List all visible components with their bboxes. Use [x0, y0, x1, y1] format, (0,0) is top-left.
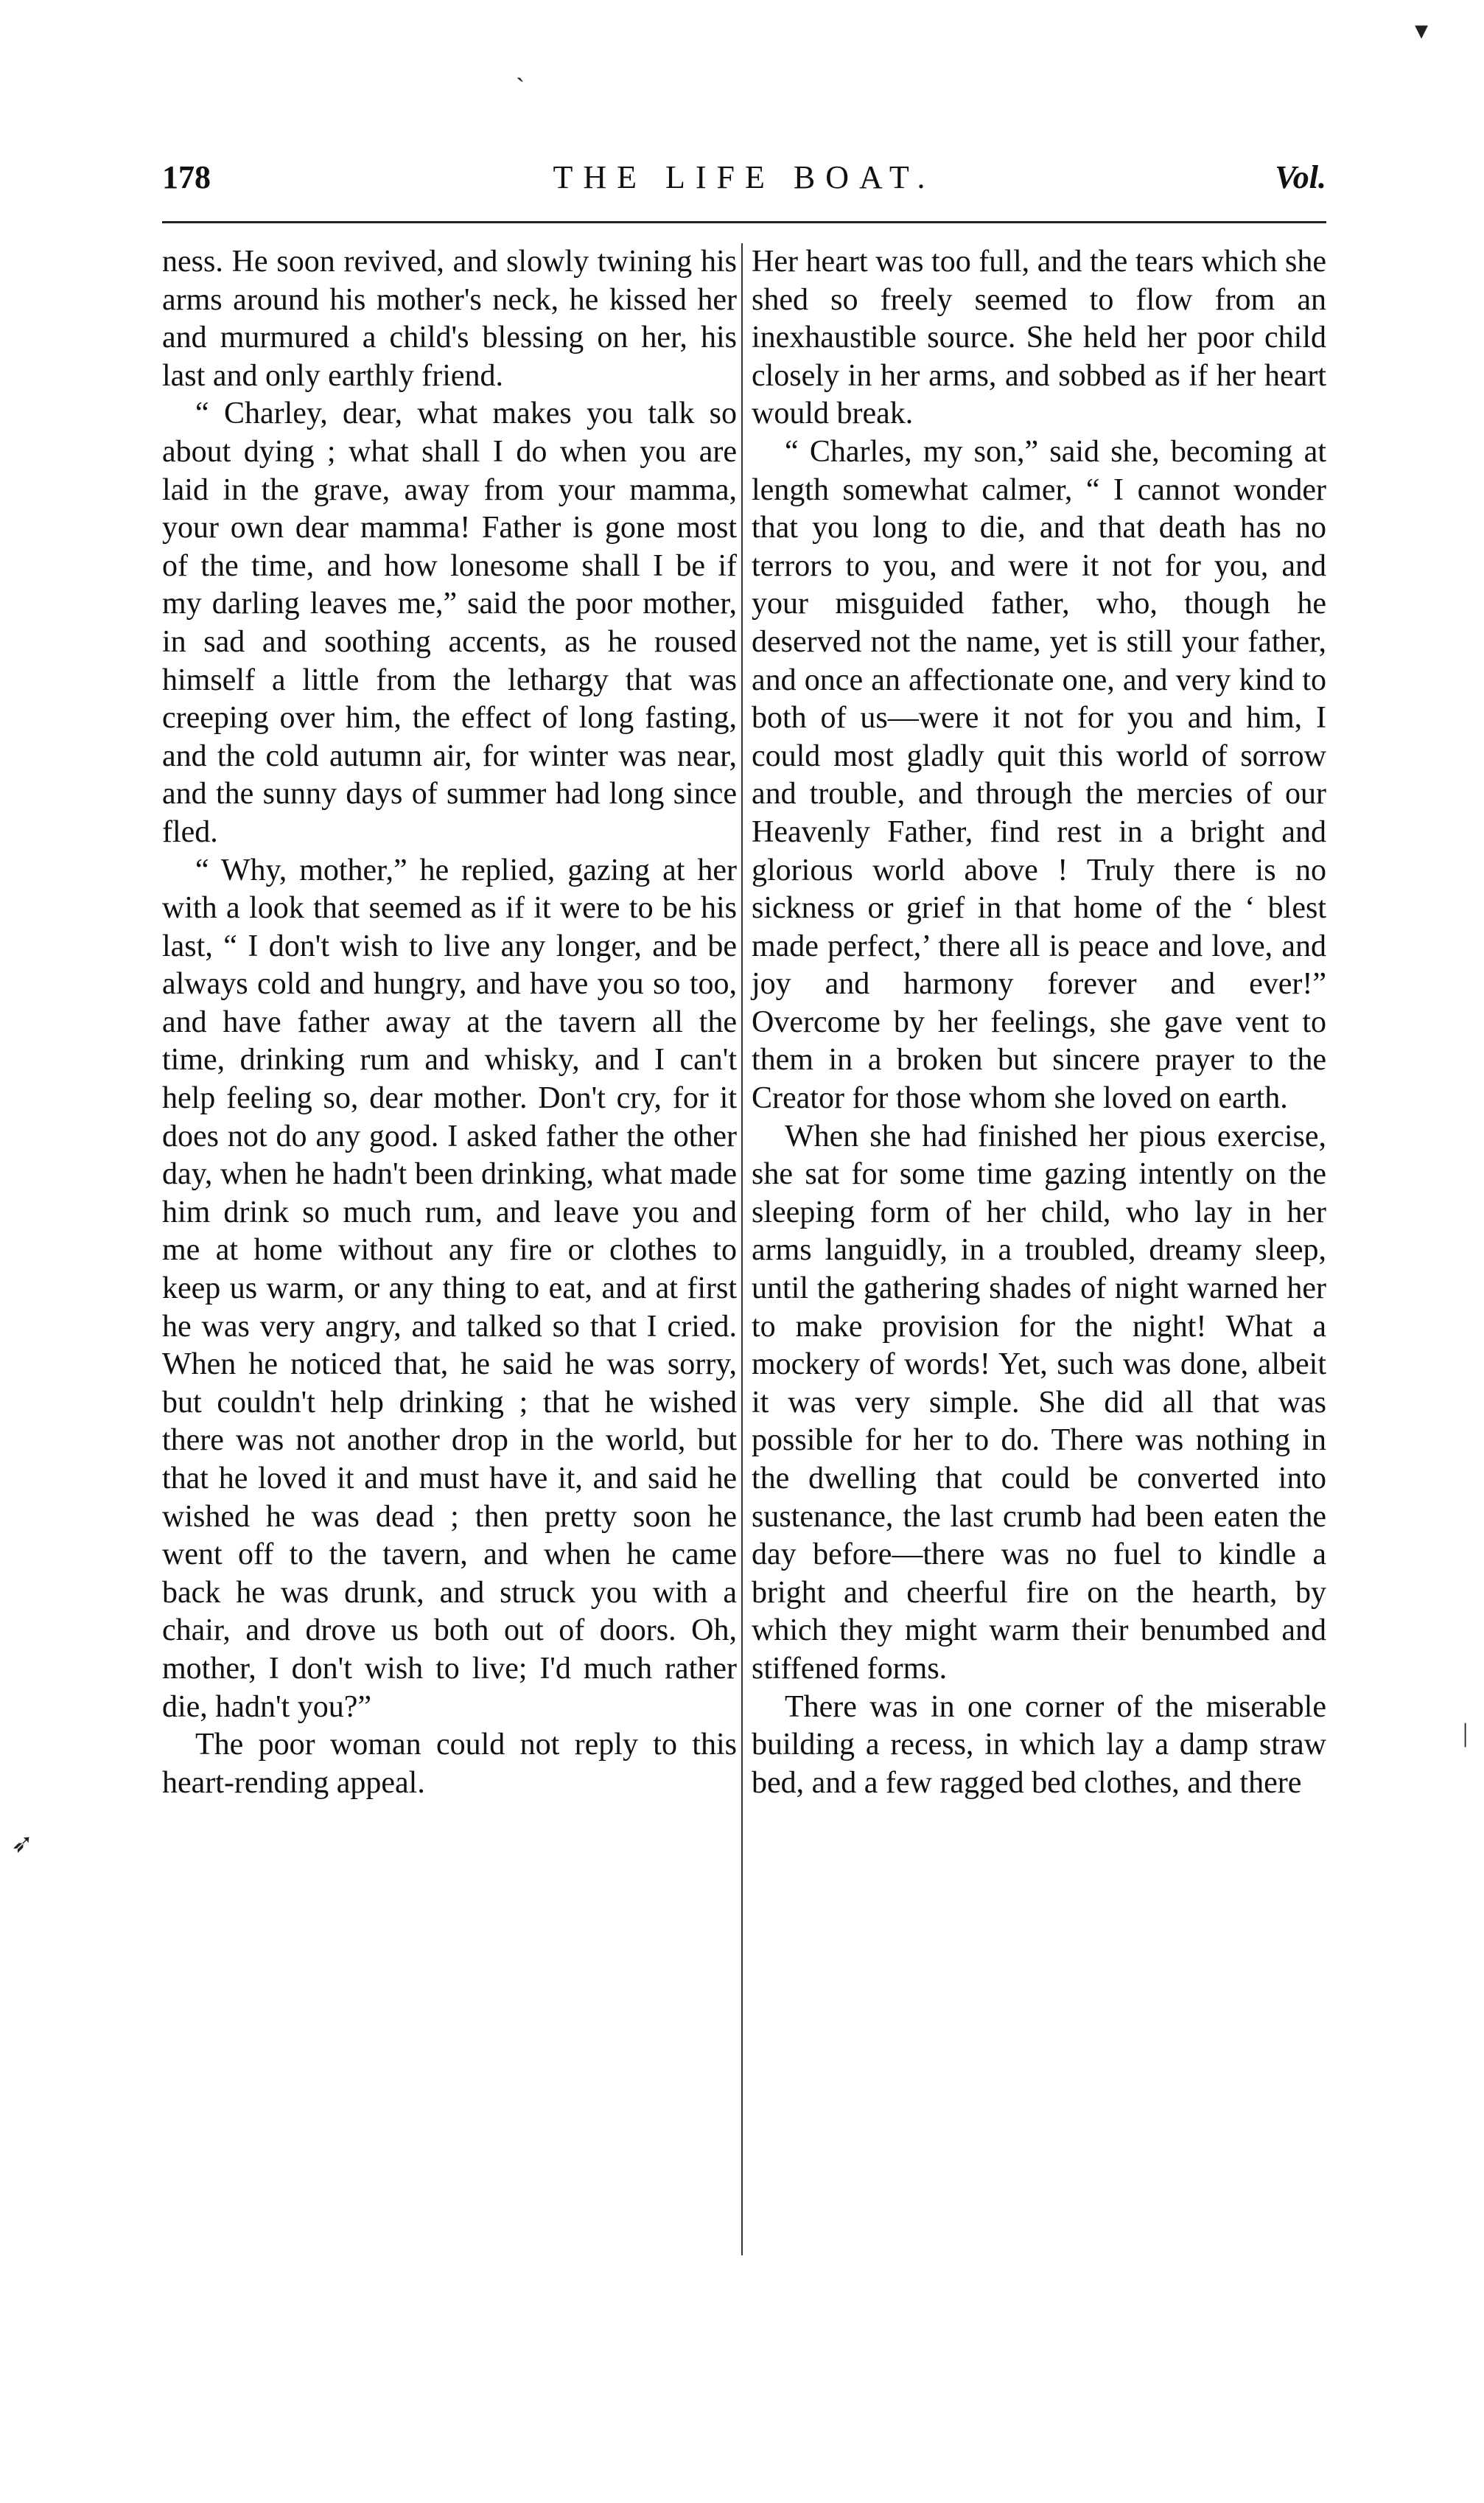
paragraph: The poor woman could not reply to this heart-rending appeal.: [162, 1728, 737, 1800]
paragraph: ness. He soon revived, and slowly twining his arms around his mother's neck, he kissed her and murmured a child's blessing on her, his last and only earthly friend.: [162, 245, 737, 393]
scan-speck: ➶: [11, 1829, 34, 1858]
scan-speck: ˎ: [516, 52, 525, 82]
volume-label: Vol.: [1275, 159, 1326, 195]
column-divider: [741, 243, 743, 2255]
paragraph: “ Why, mother,” he replied, gazing at her with a look that seemed as if it were to be his last, “ I don't wish to live any longer, and be always cold and hungry, and have you so too, and have father away at the tavern all the time, drinking rum and whisky, and I can't help feeling so, dear mother. Don't cry, for it does not do any good. I asked father the other day, when he hadn't been drinking, what made him drink so much rum, and leave you and me at home without any fire or clothes to keep us warm, or any thing to eat, and at first he was very angry, and talked so that I cried. When he noticed that, he said he was sorry, but couldn't help drinking ; that he wished there was not another drop in the world, but that he loved it and must have it, and said he wished he was dead ; then pretty soon he went off to the tavern, and when he came back he was drunk, and struck you with a chair, and drove us both out of doors. Oh, mother, I don't wish to live; I'd much rather die, hadn't you?”: [162, 853, 737, 1724]
scan-speck: |: [1463, 1718, 1469, 1748]
paragraph: “ Charles, my son,” said she, becoming at length somewhat calmer, “ I cannot wonder that you long to die, and that death has no terrors to you, and were it not for you, and your misguided father, who, though he deserved not the name, yet is still your father, and once an affectionate one, and very kind to both of us—were it not for you and him, I could most gladly quit this world of sorrow and trouble, and through the mercies of our Heavenly Father, find rest in a bright and glorious world above ! Truly there is no sickness or grief in that home of the ‘ blest made perfect,’ there all is peace and love, and joy and harmony forever and ever!” Overcome by her feelings, she gave vent to them in a broken but sincere prayer to the Creator for those whom she loved on earth.: [752, 434, 1326, 1116]
paragraph: Her heart was too full, and the tears which she shed so freely seemed to flow from an inexhaustible source. She held her poor child closely in her arms, and sobbed as if her heart would break.: [752, 245, 1326, 431]
paragraph: “ Charley, dear, what makes you talk so about dying ; what shall I do when you are laid in the grave, away from your mamma, your own dear mamma! Father is gone most of the time, and how lonesome shall I be if my darling leaves me,” said the poor mother, in sad and soothing accents, as he roused himself a little from the lethargy that was creeping over him, the effect of long fasting, and the cold autumn air, for winter was near, and the sunny days of summer had long since fled.: [162, 397, 737, 849]
running-title: THE LIFE BOAT.: [553, 159, 936, 195]
scan-speck: ▾: [1415, 15, 1429, 45]
paragraph: There was in one corner of the miserable building a recess, in which lay a damp straw bed, and a few ragged bed clothes, and there: [752, 1689, 1326, 1800]
left-column: [162, 243, 737, 1802]
running-header: [162, 151, 1326, 203]
page-number: 178: [162, 159, 211, 195]
header-rule: [162, 221, 1326, 223]
right-column: [752, 243, 1326, 1802]
paragraph: When she had finished her pious exercise, she sat for some time gazing intently on the sleeping form of her child, who lay in her arms languidly, in a troubled, dreamy sleep, until the gathering shades of night warned her to make provision for the night! What a mockery of words! Yet, such was done, albeit it was very simple. She did all that was possible for her to do. There was nothing in the dwelling that could be converted into sustenance, the last crumb had been eaten the day before—there was no fuel to kindle a bright and cheerful fire on the hearth, by which they might warm their benumbed and stiffened forms.: [752, 1119, 1326, 1686]
